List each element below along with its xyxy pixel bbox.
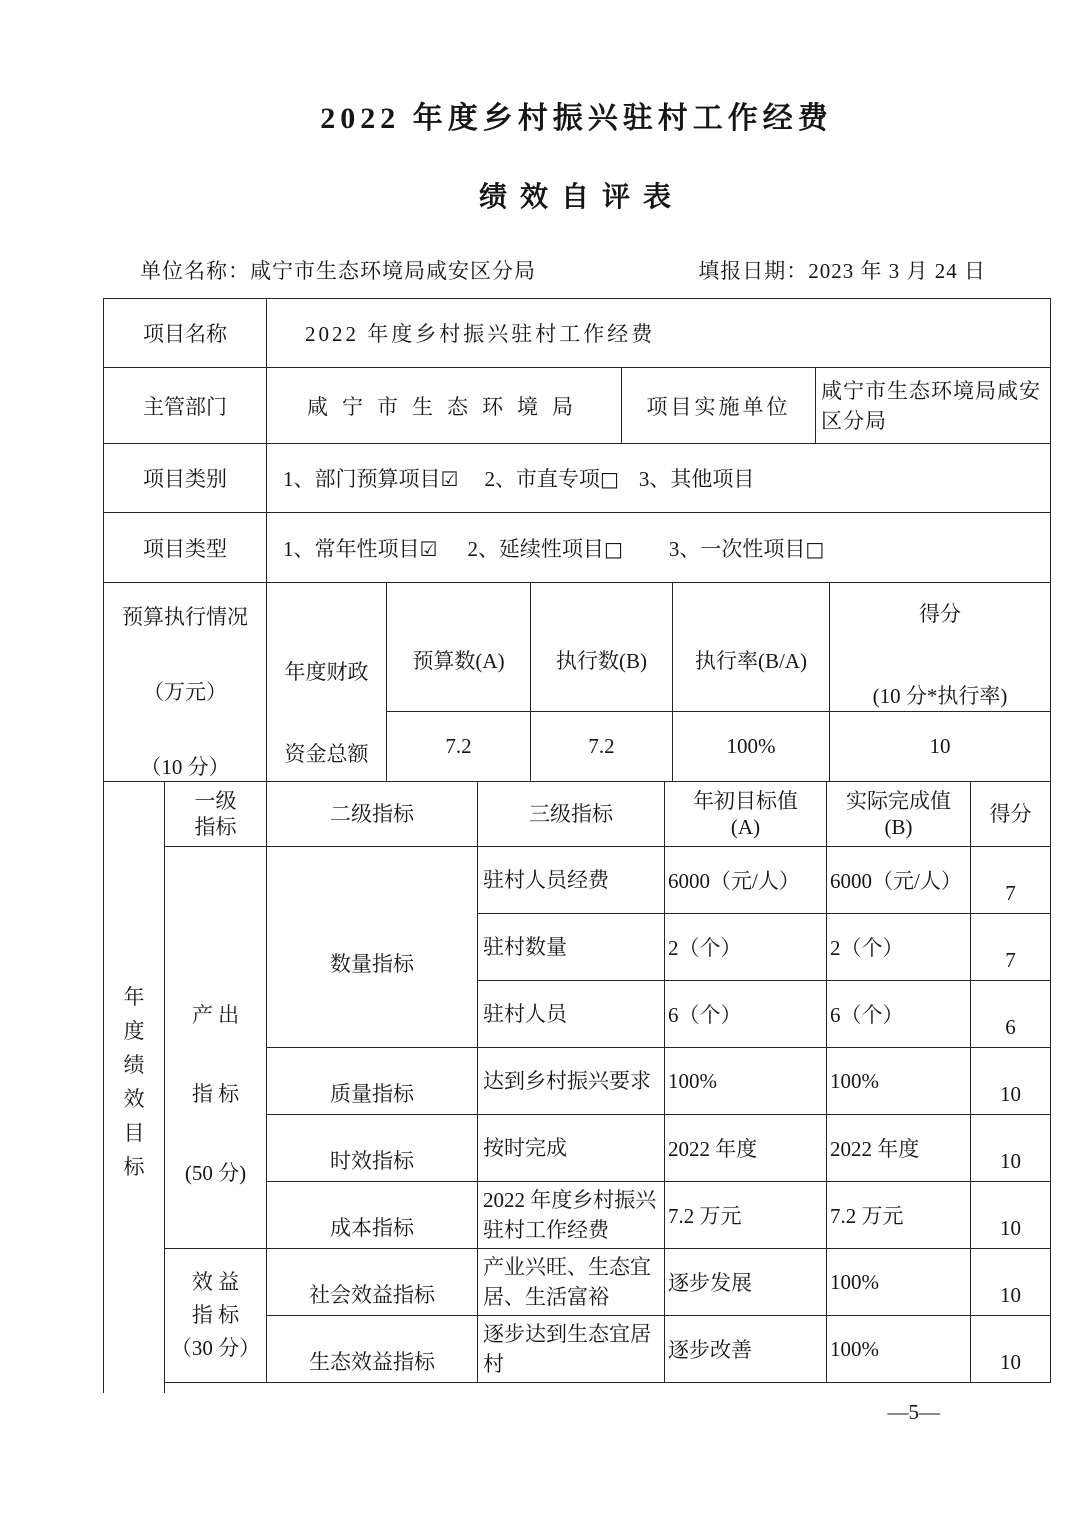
exec-amount-value: 7.2 xyxy=(531,711,673,781)
level1-benefit-indicator-cell xyxy=(165,1249,267,1383)
option-annual-project xyxy=(283,533,437,563)
score-cell: 10 xyxy=(971,1115,1051,1182)
level3-indicator-cell: 达到乡村振兴要求 xyxy=(478,1048,665,1115)
level3-indicator-cell: 按时完成 xyxy=(478,1115,665,1182)
level3-indicator-cell: 驻村数量 xyxy=(478,914,665,981)
document-page xyxy=(103,0,1050,1425)
document-title: 2022 年度乡村振兴驻村工作经费 xyxy=(320,102,833,135)
group-label-line: 产 出 xyxy=(191,1002,240,1027)
target-value-cell: 6（个） xyxy=(665,981,827,1048)
target-value-cell: 100% xyxy=(665,1048,827,1115)
table-row xyxy=(104,847,1051,914)
side-label-char: 标 xyxy=(123,1155,145,1180)
actual-value-cell: 6（个） xyxy=(827,981,971,1048)
header-line: (B) xyxy=(884,815,913,839)
target-value-cell: 逐步改善 xyxy=(665,1316,827,1383)
actual-value-cell: 100% xyxy=(827,1316,971,1383)
option-other-project xyxy=(639,463,755,493)
group-label-line: 指 标 xyxy=(191,1081,240,1106)
checkbox-unchecked-icon: □ xyxy=(805,536,825,561)
header-line: 年初目标值 xyxy=(693,789,798,813)
option-onetime-project xyxy=(669,533,824,563)
budget-amount-value: 7.2 xyxy=(387,711,531,781)
fund-total-line: 资金总额 xyxy=(284,741,369,766)
budget-score-header xyxy=(830,583,1051,712)
header-line: 指标 xyxy=(194,815,237,839)
unit-name: 单位名称：咸宁市生态环境局咸安区分局 xyxy=(140,259,536,283)
target-value-cell: 2（个） xyxy=(665,914,827,981)
option-text: 3、一次性项目 xyxy=(668,536,806,561)
category-label: 项目类别 xyxy=(104,444,267,513)
side-label-char: 目 xyxy=(123,1121,145,1146)
side-label-char: 效 xyxy=(123,1087,145,1112)
actual-value-cell: 7.2 万元 xyxy=(827,1182,971,1249)
table-row xyxy=(104,368,1051,444)
actual-value-cell: 6000（元/人） xyxy=(827,847,971,914)
exec-rate-header: 执行率(B/A) xyxy=(673,583,830,712)
option-text: 3、其他项目 xyxy=(638,467,755,491)
annual-performance-side-label xyxy=(104,782,165,1383)
exec-rate-value: 100% xyxy=(673,711,830,781)
project-info-table xyxy=(103,298,1051,583)
option-text: 2、延续性项目 xyxy=(467,536,604,561)
target-value-cell: 2022 年度 xyxy=(665,1115,827,1182)
table-row xyxy=(104,444,1051,513)
budget-execution-table xyxy=(103,582,1051,782)
score-cell: 7 xyxy=(971,914,1051,981)
level3-indicator-cell: 逐步达到生态宜居村 xyxy=(478,1316,665,1383)
level2-quality-cell: 质量指标 xyxy=(267,1048,478,1115)
document-subtitle: 绩 效 自 评 表 xyxy=(478,182,674,213)
level3-indicator-cell: 产业兴旺、生态宜居、生活富裕 xyxy=(478,1249,665,1316)
actual-value-cell: 100% xyxy=(827,1048,971,1115)
option-city-special xyxy=(484,463,618,493)
level2-social-benefit-cell: 社会效益指标 xyxy=(267,1249,478,1316)
level2-quantity-cell: 数量指标 xyxy=(267,847,478,1048)
budget-label-line: 预算执行情况 xyxy=(122,605,248,629)
level2-eco-benefit-cell: 生态效益指标 xyxy=(267,1316,478,1383)
target-value-cell: 7.2 万元 xyxy=(665,1182,827,1249)
fund-total-line: 年度财政 xyxy=(284,659,369,684)
level3-indicator-cell: 驻村人员 xyxy=(478,981,665,1048)
level2-timeliness-cell: 时效指标 xyxy=(267,1115,478,1182)
budget-amount-header: 预算数(A) xyxy=(387,583,531,712)
target-value-header xyxy=(665,782,827,847)
report-date: 填报日期：2023 年 3 月 24 日 xyxy=(698,259,986,283)
exec-amount-header: 执行数(B) xyxy=(531,583,673,712)
score-header-line: 得分 xyxy=(919,601,961,626)
level3-indicator-cell: 驻村人员经费 xyxy=(478,847,665,914)
category-options xyxy=(267,444,1051,513)
group-label-line: 效 益 xyxy=(191,1270,240,1294)
actual-value-cell: 2（个） xyxy=(827,914,971,981)
target-value-cell: 6000（元/人） xyxy=(665,847,827,914)
table-row xyxy=(104,299,1051,368)
dept-value: 咸宁市生态环境局 xyxy=(267,368,622,444)
type-label: 项目类型 xyxy=(104,513,267,583)
side-label-char: 年 xyxy=(123,985,145,1010)
project-name-value: 2022 年度乡村振兴驻村工作经费 xyxy=(267,299,1051,368)
table-row xyxy=(104,1249,1051,1316)
score-cell: 7 xyxy=(971,847,1051,914)
annual-fund-total-label xyxy=(267,583,387,782)
impl-unit-value: 咸宁市生态环境局咸安区分局 xyxy=(816,368,1051,444)
page-number: —5— xyxy=(887,1400,940,1424)
group-label-line: (50 分) xyxy=(184,1160,247,1185)
target-value-cell: 逐步发展 xyxy=(665,1249,827,1316)
score-header-line: (10 分*执行率) xyxy=(872,683,1008,708)
actual-value-cell: 2022 年度 xyxy=(827,1115,971,1182)
checkbox-unchecked-icon: □ xyxy=(603,536,623,561)
level3-indicator-cell: 2022 年度乡村振兴驻村工作经费 xyxy=(478,1182,665,1249)
score-header: 得分 xyxy=(971,782,1051,847)
level2-cost-cell: 成本指标 xyxy=(267,1182,478,1249)
budget-label-line: （万元） xyxy=(143,680,227,704)
meta-row xyxy=(103,258,1050,284)
option-text: 2、市直专项 xyxy=(484,467,600,491)
level2-header: 二级指标 xyxy=(267,782,478,847)
checkbox-unchecked-icon: □ xyxy=(599,467,619,491)
level1-output-indicator-cell xyxy=(165,847,267,1249)
group-label-line: 指 标 xyxy=(191,1303,240,1327)
score-cell: 10 xyxy=(971,1182,1051,1249)
option-dept-budget-project xyxy=(283,463,458,493)
type-options xyxy=(267,513,1051,583)
option-text: 1、部门预算项目 xyxy=(283,467,441,491)
impl-unit-label: 项目实施单位 xyxy=(622,368,816,444)
checkbox-checked-icon: ☑ xyxy=(419,536,438,561)
score-cell: 10 xyxy=(971,1249,1051,1316)
budget-label-line: （10 分） xyxy=(140,755,230,779)
side-label-char: 度 xyxy=(123,1019,145,1044)
side-label-char: 绩 xyxy=(123,1053,145,1078)
header-line: 一级 xyxy=(194,789,237,813)
header-line: 实际完成值 xyxy=(846,789,951,813)
table-row xyxy=(104,513,1051,583)
group-label-line: （30 分） xyxy=(170,1336,261,1360)
level3-header: 三级指标 xyxy=(478,782,665,847)
actual-value-cell: 100% xyxy=(827,1249,971,1316)
header-line: (A) xyxy=(730,815,761,839)
budget-score-value: 10 xyxy=(830,711,1051,781)
level1-header xyxy=(165,782,267,847)
project-name-label: 项目名称 xyxy=(104,299,267,368)
table-row xyxy=(104,782,1051,847)
option-text: 1、常年性项目 xyxy=(283,536,420,561)
checkbox-checked-icon: ☑ xyxy=(440,467,459,491)
option-continuing-project xyxy=(467,533,622,563)
score-cell: 10 xyxy=(971,1048,1051,1115)
score-cell: 10 xyxy=(971,1316,1051,1383)
dept-label: 主管部门 xyxy=(104,368,267,444)
performance-target-table xyxy=(103,781,1051,1383)
score-cell: 6 xyxy=(971,981,1051,1048)
budget-section-label xyxy=(104,583,267,782)
table-row xyxy=(104,583,1051,712)
actual-value-header xyxy=(827,782,971,847)
